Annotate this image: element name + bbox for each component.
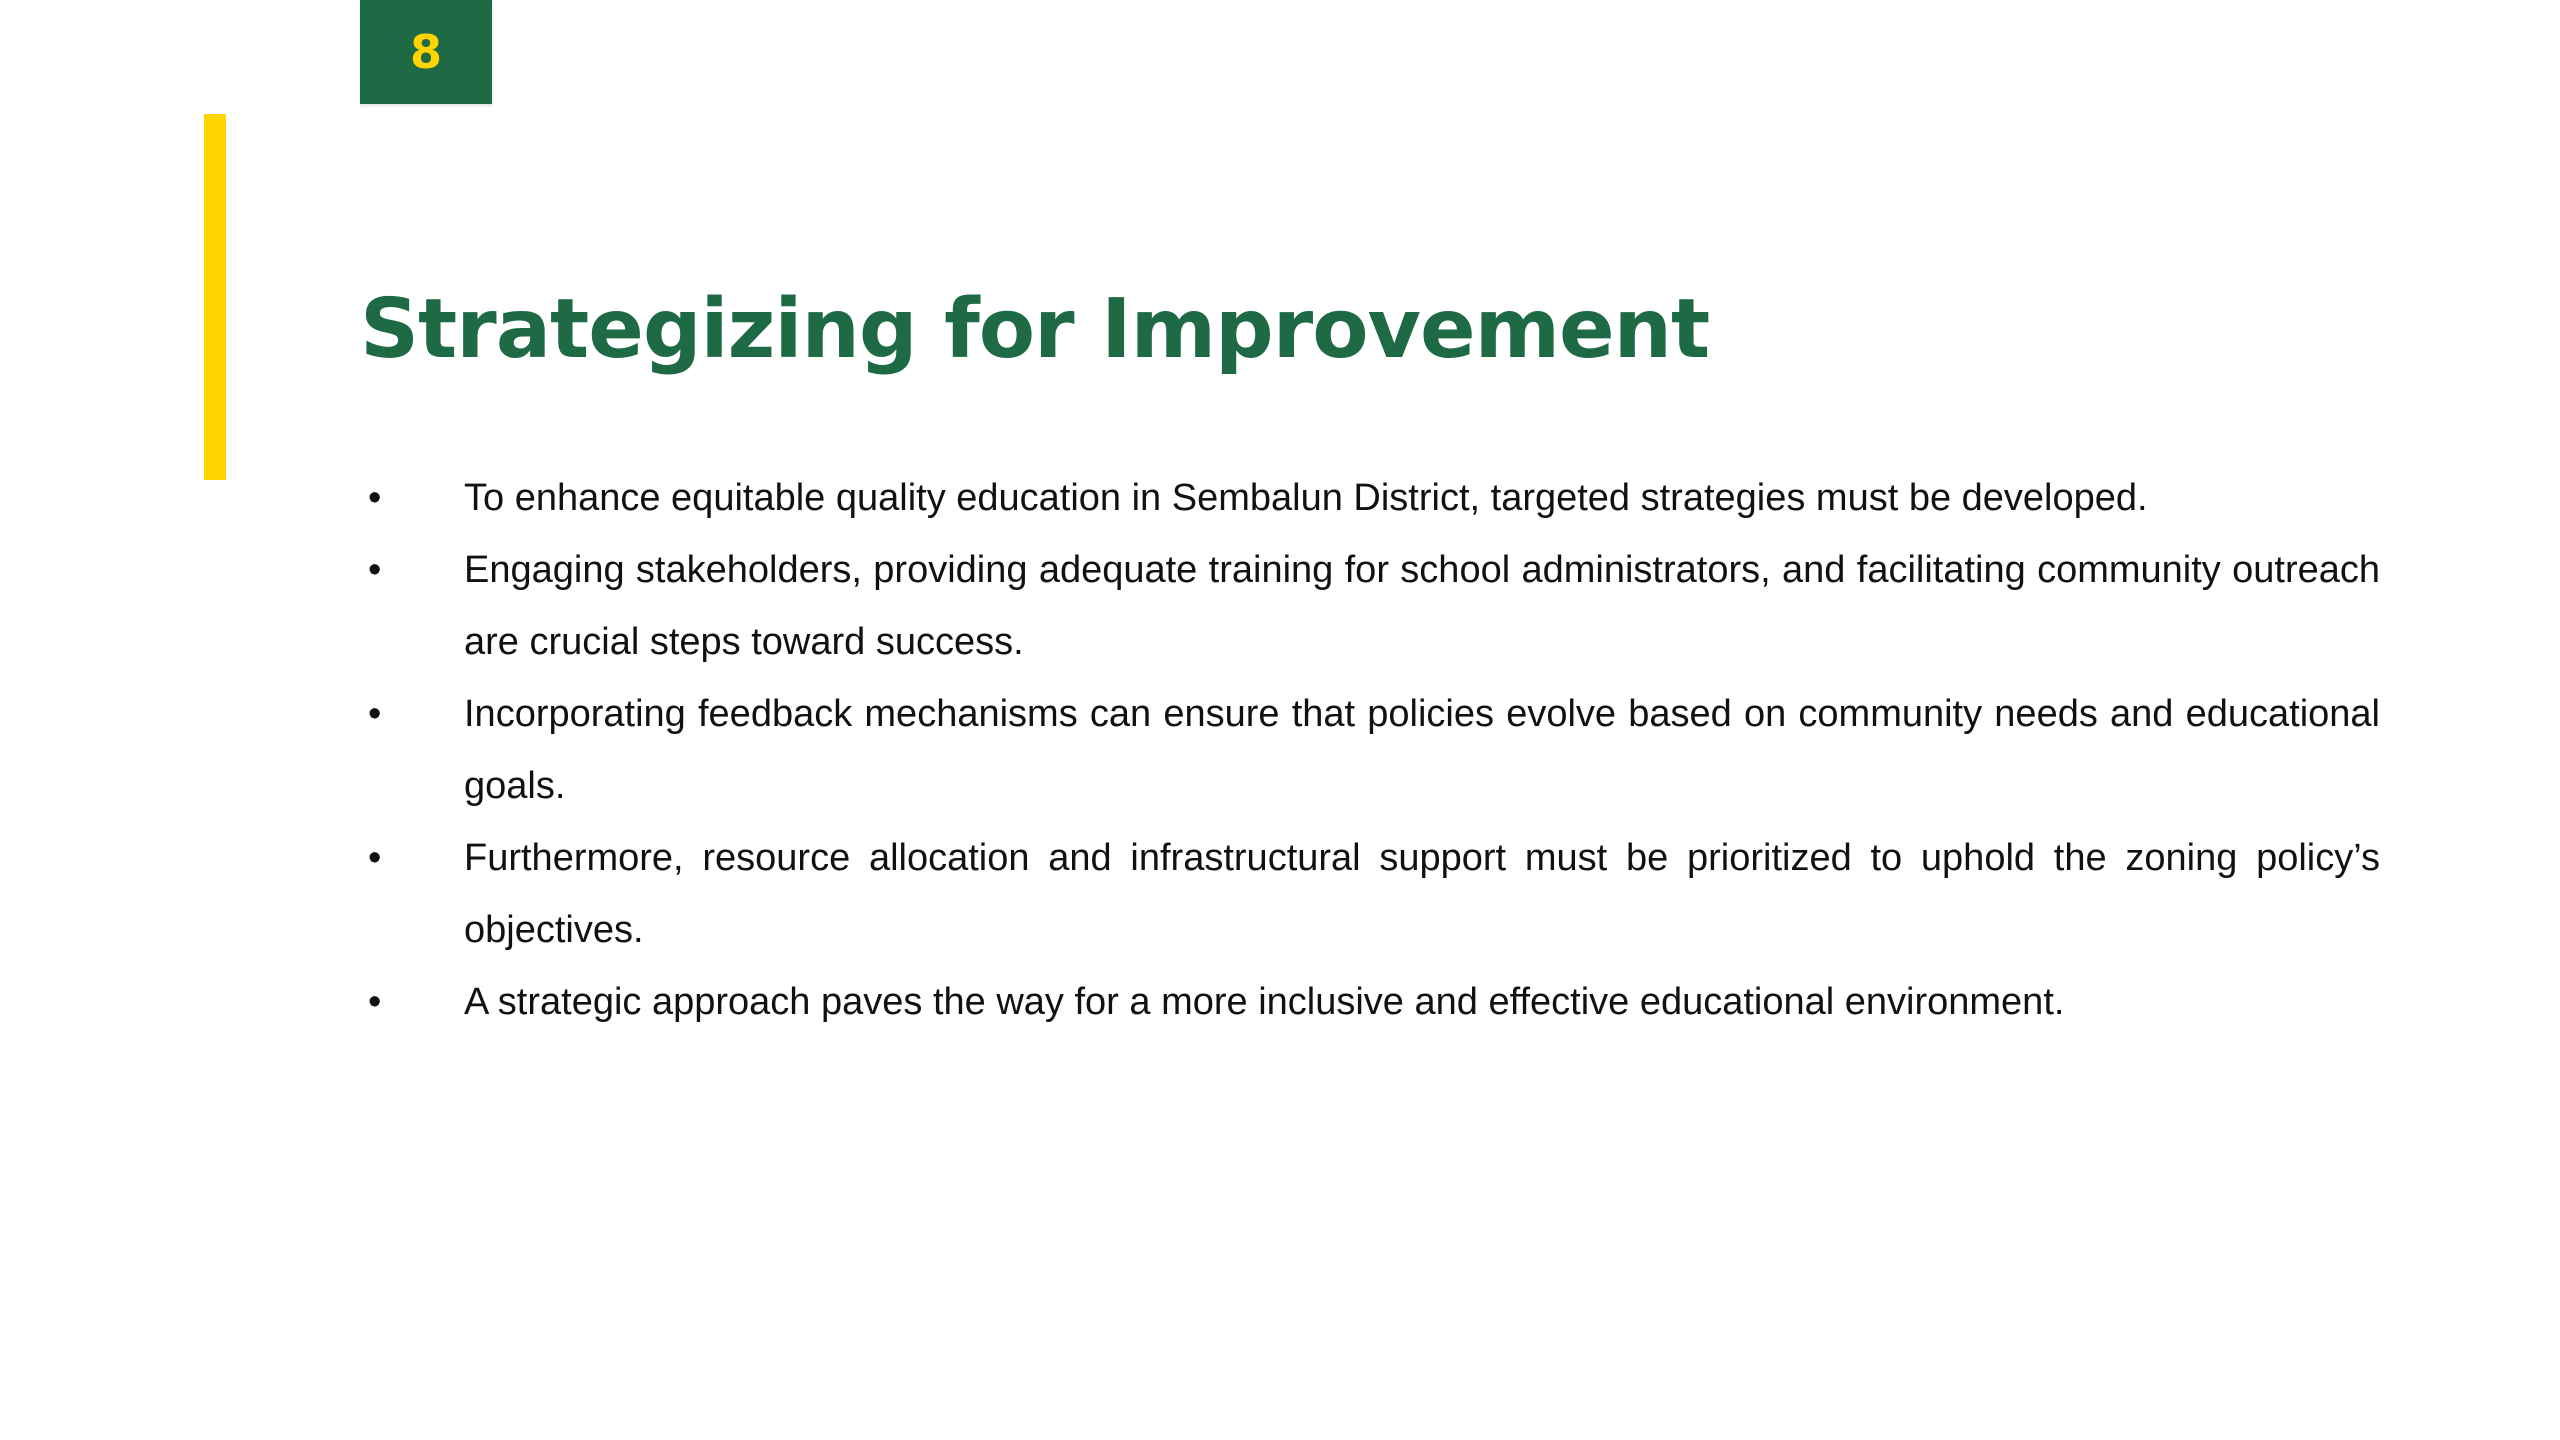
accent-bar bbox=[204, 114, 226, 480]
bullet-icon: • bbox=[368, 837, 382, 879]
bullet-icon: • bbox=[368, 693, 382, 735]
bullet-icon: • bbox=[368, 477, 382, 519]
bullet-item bbox=[360, 462, 2380, 534]
page-number: 8 bbox=[409, 25, 442, 79]
bullet-icon: • bbox=[368, 549, 382, 591]
bullet-text: Furthermore, resource allocation and infrastructural support must be prioritized to uphold the zoning policy’s objectives. bbox=[464, 837, 2380, 951]
bullet-item bbox=[360, 678, 2380, 822]
bullet-text: Incorporating feedback mechanisms can ensure that policies evolve based on community needs and educational goals. bbox=[464, 693, 2380, 807]
bullet-text: A strategic approach paves the way for a more inclusive and effective educational environment. bbox=[464, 981, 2065, 1023]
bullet-text: To enhance equitable quality education in Sembalun District, targeted strategies must be developed. bbox=[464, 477, 2148, 519]
bullet-item bbox=[360, 822, 2380, 966]
slide-title: Strategizing for Improvement bbox=[360, 282, 1710, 377]
bullet-item bbox=[360, 534, 2380, 678]
bullet-item bbox=[360, 966, 2380, 1038]
bullet-text: Engaging stakeholders, providing adequate training for school administrators, and facilitating community outreach are crucial steps toward success. bbox=[464, 549, 2380, 663]
page-number-badge bbox=[360, 0, 492, 104]
bullet-icon: • bbox=[368, 981, 382, 1023]
bullet-list bbox=[360, 462, 2380, 1038]
